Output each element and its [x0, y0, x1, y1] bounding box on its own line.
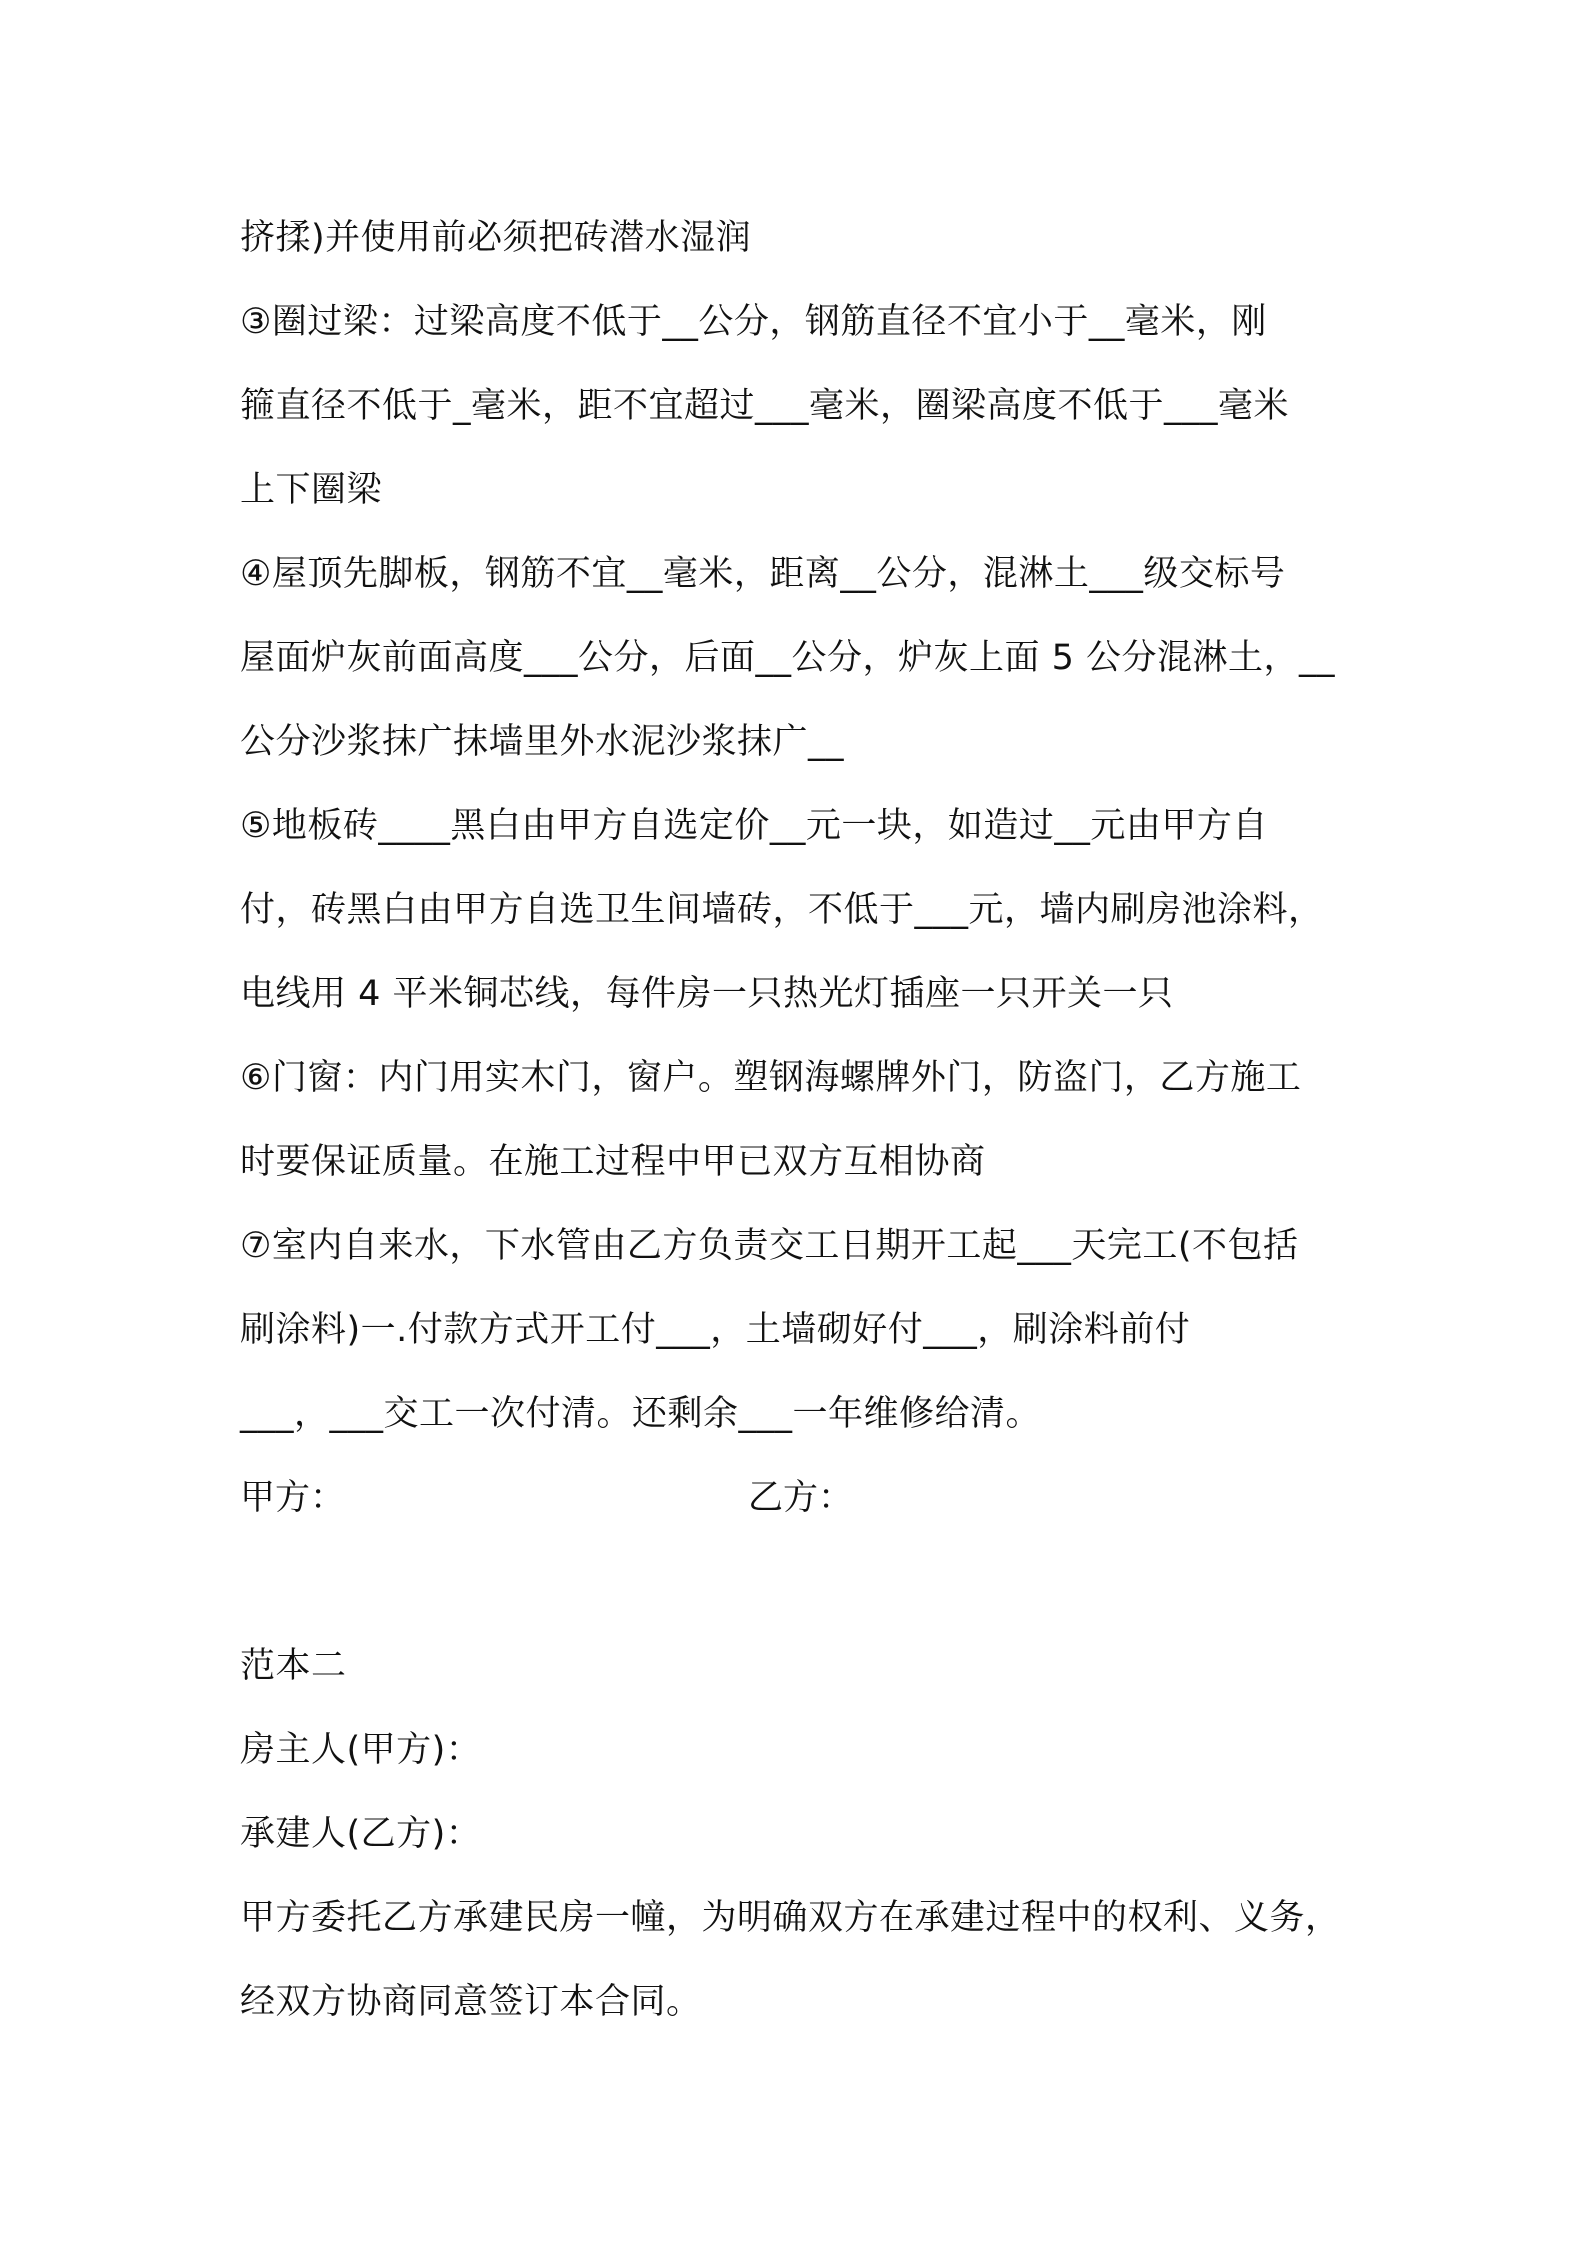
text-line: 上下圈梁	[240, 470, 383, 510]
text-line: 时要保证质量。在施工过程中甲已双方互相协商	[240, 1142, 986, 1182]
blank-spacer	[240, 1540, 1360, 1624]
text-line: ⑥门窗：内门用实木门，窗户。塑钢海螺牌外门，防盗门，乙方施工	[240, 1058, 1302, 1098]
builder-label: 承建人(乙方)：	[240, 1814, 482, 1854]
text-line: ④屋顶先脚板，钢筋不宜__毫米，距离__公分，混淋土___级交标号	[240, 554, 1286, 594]
intro-text-line: 甲方委托乙方承建民房一幢，为明确双方在承建过程中的权利、义务，	[240, 1898, 1341, 1938]
text-line: 公分沙浆抹广抹墙里外水泥沙浆抹广__	[240, 722, 845, 762]
signature-row	[240, 1456, 1360, 1540]
text-line: 付，砖黑白由甲方自选卫生间墙砖，不低于___元，墙内刷房池涂料，	[240, 890, 1324, 930]
text-line: 箍直径不低于_毫米，距不宜超过___毫米，圈梁高度不低于___毫米	[240, 386, 1290, 426]
text-line: ③圈过梁：过梁高度不低于__公分，钢筋直径不宜小于__毫米，刚	[240, 302, 1267, 342]
party-b-signature-label: 乙方：	[748, 1478, 854, 1518]
intro-text-line: 经双方协商同意签订本合同。	[240, 1982, 702, 2022]
text-line: 刷涂料)一.付款方式开工付___，土墙砌好付___，刷涂料前付	[240, 1310, 1191, 1350]
text-line: 电线用 4 平米铜芯线，每件房一只热光灯插座一只开关一只	[240, 974, 1174, 1014]
text-line: ___，___交工一次付清。还剩余___一年维修给清。	[240, 1394, 1042, 1434]
text-line: ⑦室内自来水，下水管由乙方负责交工日期开工起___天完工(不包括	[240, 1226, 1299, 1266]
owner-label: 房主人(甲方)：	[240, 1730, 482, 1770]
section-title: 范本二	[240, 1646, 347, 1686]
text-line: 屋面炉灰前面高度___公分，后面__公分，炉灰上面 5 公分混淋土，__	[240, 638, 1336, 678]
document-body	[240, 196, 1360, 2044]
party-a-signature-label: 甲方：	[240, 1478, 346, 1518]
text-line: ⑤地板砖____黑白由甲方自选定价__元一块，如造过__元由甲方自	[240, 806, 1268, 846]
text-line: 挤揉)并使用前必须把砖潜水湿润	[240, 218, 752, 258]
